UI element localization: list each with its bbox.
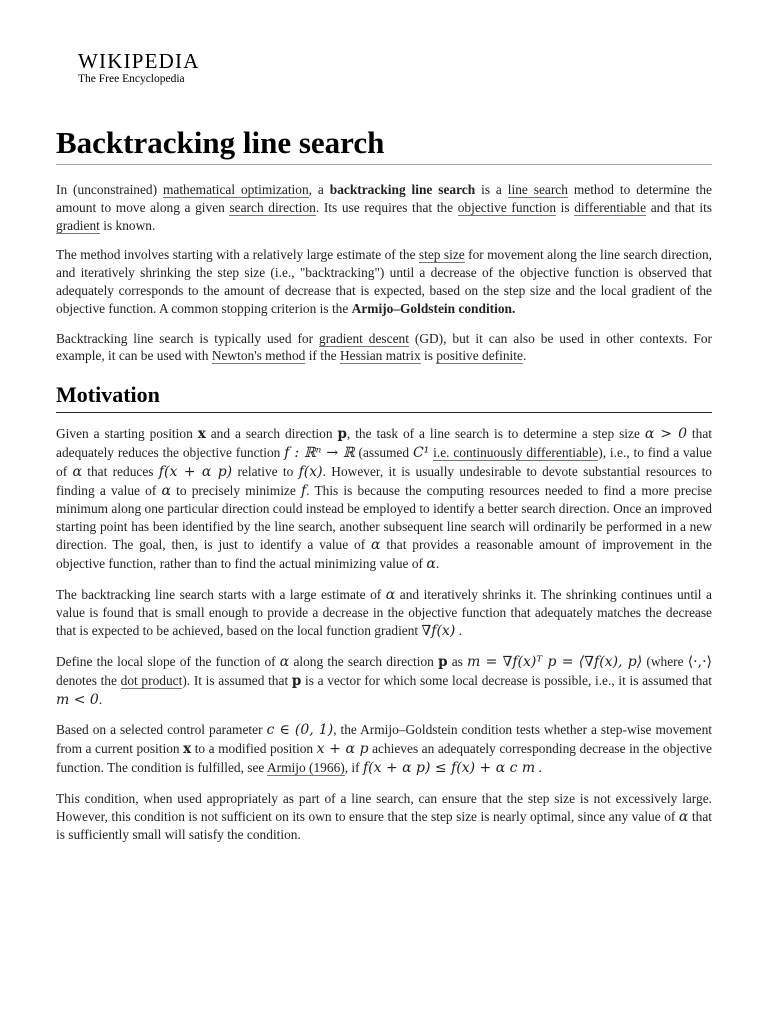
link-armijo-1966[interactable]: Armijo (1966) [267,759,345,775]
article-content [56,124,712,856]
link-hessian-matrix[interactable]: Hessian matrix [339,348,421,364]
math-expression: p [438,653,448,670]
math-expression: f [300,482,307,499]
math-expression: α [371,536,381,553]
wikipedia-wordmark: WIKIPEDIA [78,49,200,73]
intro-paragraph-3: Backtracking line search is typically used for gradient descent (GD), but it can also be used in other contexts. For example, it can be used with Newton's method if the Hessian matrix is positive definite. [56,330,712,364]
link-positive-definite[interactable]: positive definite [436,348,523,364]
math-expression: m < 0 [56,691,99,708]
math-expression: f : ℝⁿ → ℝ [284,444,355,461]
article-title: Backtracking line search [56,124,712,165]
motivation-paragraph-1: Given a starting position x and a search direction p, the task of a line search is to determine a step size α > 0 that adequately reduces the objective function f : ℝⁿ → ℝ (assumed C¹ i.e. continuously differentiable), i.e., to find a value of α that reduces f(x + α p) relative to f(x). However, it is usually undesirable to devote substantial resources to finding a value of α to precisely minimize f. This is because the computing resources needed to find a more precise minimum along one particular direction could instead be employed to identify a better search direction. Once an improved starting point has been identified by the line search, another subsequent line search will ordinarily be performed in a new direction. The goal, then, is just to identify a value of α that provides a reasonable amount of improvement in the objective function, rather than to find the actual minimizing value of α. [56,426,712,572]
math-expression: α [385,586,396,603]
bold-term: backtracking line search [329,182,476,197]
motivation-paragraph-4: Based on a selected control parameter c ∈ (0, 1), the Armijo–Goldstein condition tests whether a step-wise movement from a current position x to a modified position x + α p achieves an adequately corresponding decrease in the objective function. The condition is fulfilled, see Armijo (1966), if f(x + α p) ≤ f(x) + α c m . [56,722,713,776]
wikipedia-logo[interactable] [78,50,200,85]
link-gradient-descent[interactable]: gradient descent [319,330,409,346]
intro-paragraph-2: The method involves starting with a relatively large estimate of the step size for movement along the line search direction, and iteratively shrinking the step size (i.e., "backtracking") until a decrease of the objective function is observed that adequately corresponds to the amount of decrease that is expected, based on the step size and the local gradient of the objective function. A common stopping criterion is the Armijo–Goldstein condition. [56,247,712,316]
math-expression: m = ∇f(x)ᵀ p = ⟨∇f(x), p⟩ [467,653,643,670]
link-continuously-differentiable[interactable]: i.e. continuously differentiable [433,444,599,460]
math-expression: ⟨·,·⟩ [687,653,712,670]
math-expression: p [291,672,302,689]
link-line-search[interactable]: line search [507,182,568,197]
bold-term: Armijo–Goldstein condition. [351,300,516,316]
link-step-size[interactable]: step size [418,247,465,263]
math-expression: p [337,426,347,443]
math-expression: ∇f(x) [421,623,456,640]
link-newtons-method[interactable]: Newton's method [211,348,306,364]
math-expression: x [197,426,206,443]
link-mathematical-optimization[interactable]: mathematical optimization [162,182,309,197]
math-expression: α [279,653,290,670]
math-expression: c ∈ (0, 1) [266,722,334,739]
math-expression: f(x + α p) [158,463,233,480]
math-expression: C¹ [412,444,430,461]
math-expression: α [426,555,436,572]
math-expression: x [183,741,192,758]
link-gradient[interactable]: gradient [56,217,100,233]
motivation-paragraph-3: Define the local slope of the function of α along the search direction p as m = ∇f(x)ᵀ p = ⟨∇f(x), p⟩ (where ⟨·,·⟩ denotes the dot product). It is assumed that p is a vector for which some local decrease is possible, i.e., it is assumed that m < 0. [56,653,712,708]
math-expression: α > 0 [644,426,687,443]
motivation-paragraph-2: The backtracking line search starts with a large estimate of α and iteratively shrinks it. The shrinking continues until a value is found that is small enough to provide a decrease in the objective function that adequately matches the decrease that is expected to be achieved, based on the local function gradient ∇f(x) . [56,586,712,640]
math-expression: α [678,808,689,825]
section-heading-motivation: Motivation [56,381,712,413]
math-expression: f(x + α p) ≤ f(x) + α c m [362,759,536,776]
wikipedia-tagline: The Free Encyclopedia [78,73,185,85]
link-objective-function[interactable]: objective function [457,199,557,215]
intro-paragraph-1: In (unconstrained) mathematical optimization, a backtracking line search is a line search method to determine the amount to move along a given search direction. Its use requires that the objective function is differentiable and that its gradient is known. [56,182,712,233]
link-differentiable[interactable]: differentiable [574,199,647,215]
math-expression: x + α p [316,741,369,758]
link-dot-product[interactable]: dot product [120,672,183,688]
math-expression: α [161,482,171,499]
motivation-paragraph-5: This condition, when used appropriately as part of a line search, can ensure that the step size is not excessively large. However, this condition is not sufficient on its own to ensure that the step size is nearly optimal, since any value of α that is sufficiently small will satisfy the condition. [56,790,712,843]
math-expression: f(x) [298,463,323,480]
link-search-direction[interactable]: search direction [229,199,316,215]
math-expression: α [72,463,82,480]
